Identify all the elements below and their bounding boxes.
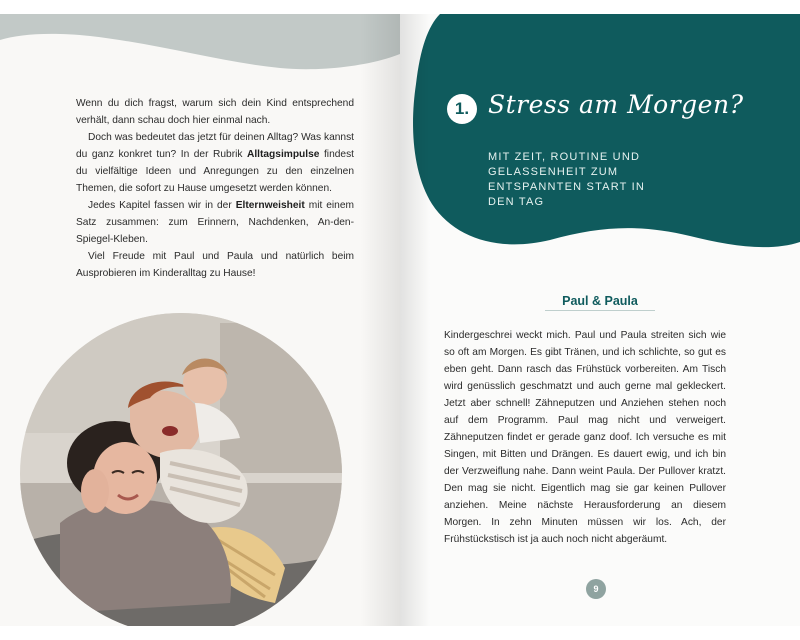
- intro-paragraph: Jedes Kapitel fassen wir in der Elternweisheit mit einem Satz zusammen: zum Erinnern, Nachdenken, An-den-Spiegel-Kleben.: [76, 200, 354, 245]
- chapter-subtitle-line: DEN TAG: [488, 196, 545, 208]
- keyword-elternweisheit: Elternweisheit: [235, 200, 305, 211]
- chapter-title: Stress am Morgen?: [488, 90, 744, 119]
- chapter-header-blob: [400, 14, 800, 259]
- gutter-shadow: [400, 14, 430, 626]
- intro-paragraph: Doch was bedeutet das jetzt für deinen Alltag? Was kannst du ganz konkret tun? In der Rubrik Alltagsimpulse findest du vielfältige Ideen und Anregungen zu den einzelnen Themen, die sofort zu Hause umgesetzt werden können.: [76, 132, 354, 194]
- right-page: [400, 14, 800, 626]
- chapter-subtitle-line: ENTSPANNTEN START IN: [488, 181, 646, 193]
- intro-paragraph: Wenn du dich fragst, warum sich dein Kind entsprechend verhält, dann schau doch hier einmal nach.: [76, 98, 354, 126]
- intro-text: [76, 95, 354, 282]
- left-page: [0, 14, 400, 626]
- section-underline: [545, 310, 655, 311]
- keyword-alltagsimpulse: Alltagsimpulse: [246, 149, 320, 160]
- chapter-subtitle-line: MIT ZEIT, ROUTINE UND: [488, 151, 641, 163]
- decorative-wave: [0, 14, 400, 74]
- family-photo: [20, 313, 342, 626]
- chapter-number: 1.: [447, 94, 477, 124]
- section-title: Paul & Paula: [562, 294, 638, 308]
- chapter-subtitle-line: GELASSENHEIT ZUM: [488, 166, 619, 178]
- story-text: Kindergeschrei weckt mich. Paul und Paula streiten sich wie so oft am Morgen. Es gibt Tränen, und ich schlichte, so gut es eben geht. Dann rasch das Frühstück vorbereiten. Am Tisch wird genüsslich geschmatzt und auch gerne mal gekleckert. Jetzt aber schnell! Zähneputzen und Anziehen stehen noch auf dem Programm. Paul mag nicht und verweigert. Zähneputzen findet er gerade ganz doof. Ich versuche es mit Singen, mit Bitten und Drängen. Es dauert ewig, und ich bin der Verzweiflung nahe. Dann weint Paula. Der Pullover kratzt. Den mag sie nicht. Eigentlich mag sie gar keinen Pullover anziehen. Meine nächste Herausforderung an diesem Morgen. In zehn Minuten müssen wir los. Ach, der Frühstückstisch ist ja auch noch nicht abgeräumt.: [444, 330, 726, 545]
- page-number: 9: [586, 579, 606, 599]
- chapter-subtitle: [488, 150, 688, 210]
- gutter-shadow: [360, 14, 400, 626]
- family-photo-icon: [20, 313, 342, 626]
- intro-paragraph: Viel Freude mit Paul und Paula und natürlich beim Ausprobieren im Kinderalltag zu Hause!: [76, 251, 354, 279]
